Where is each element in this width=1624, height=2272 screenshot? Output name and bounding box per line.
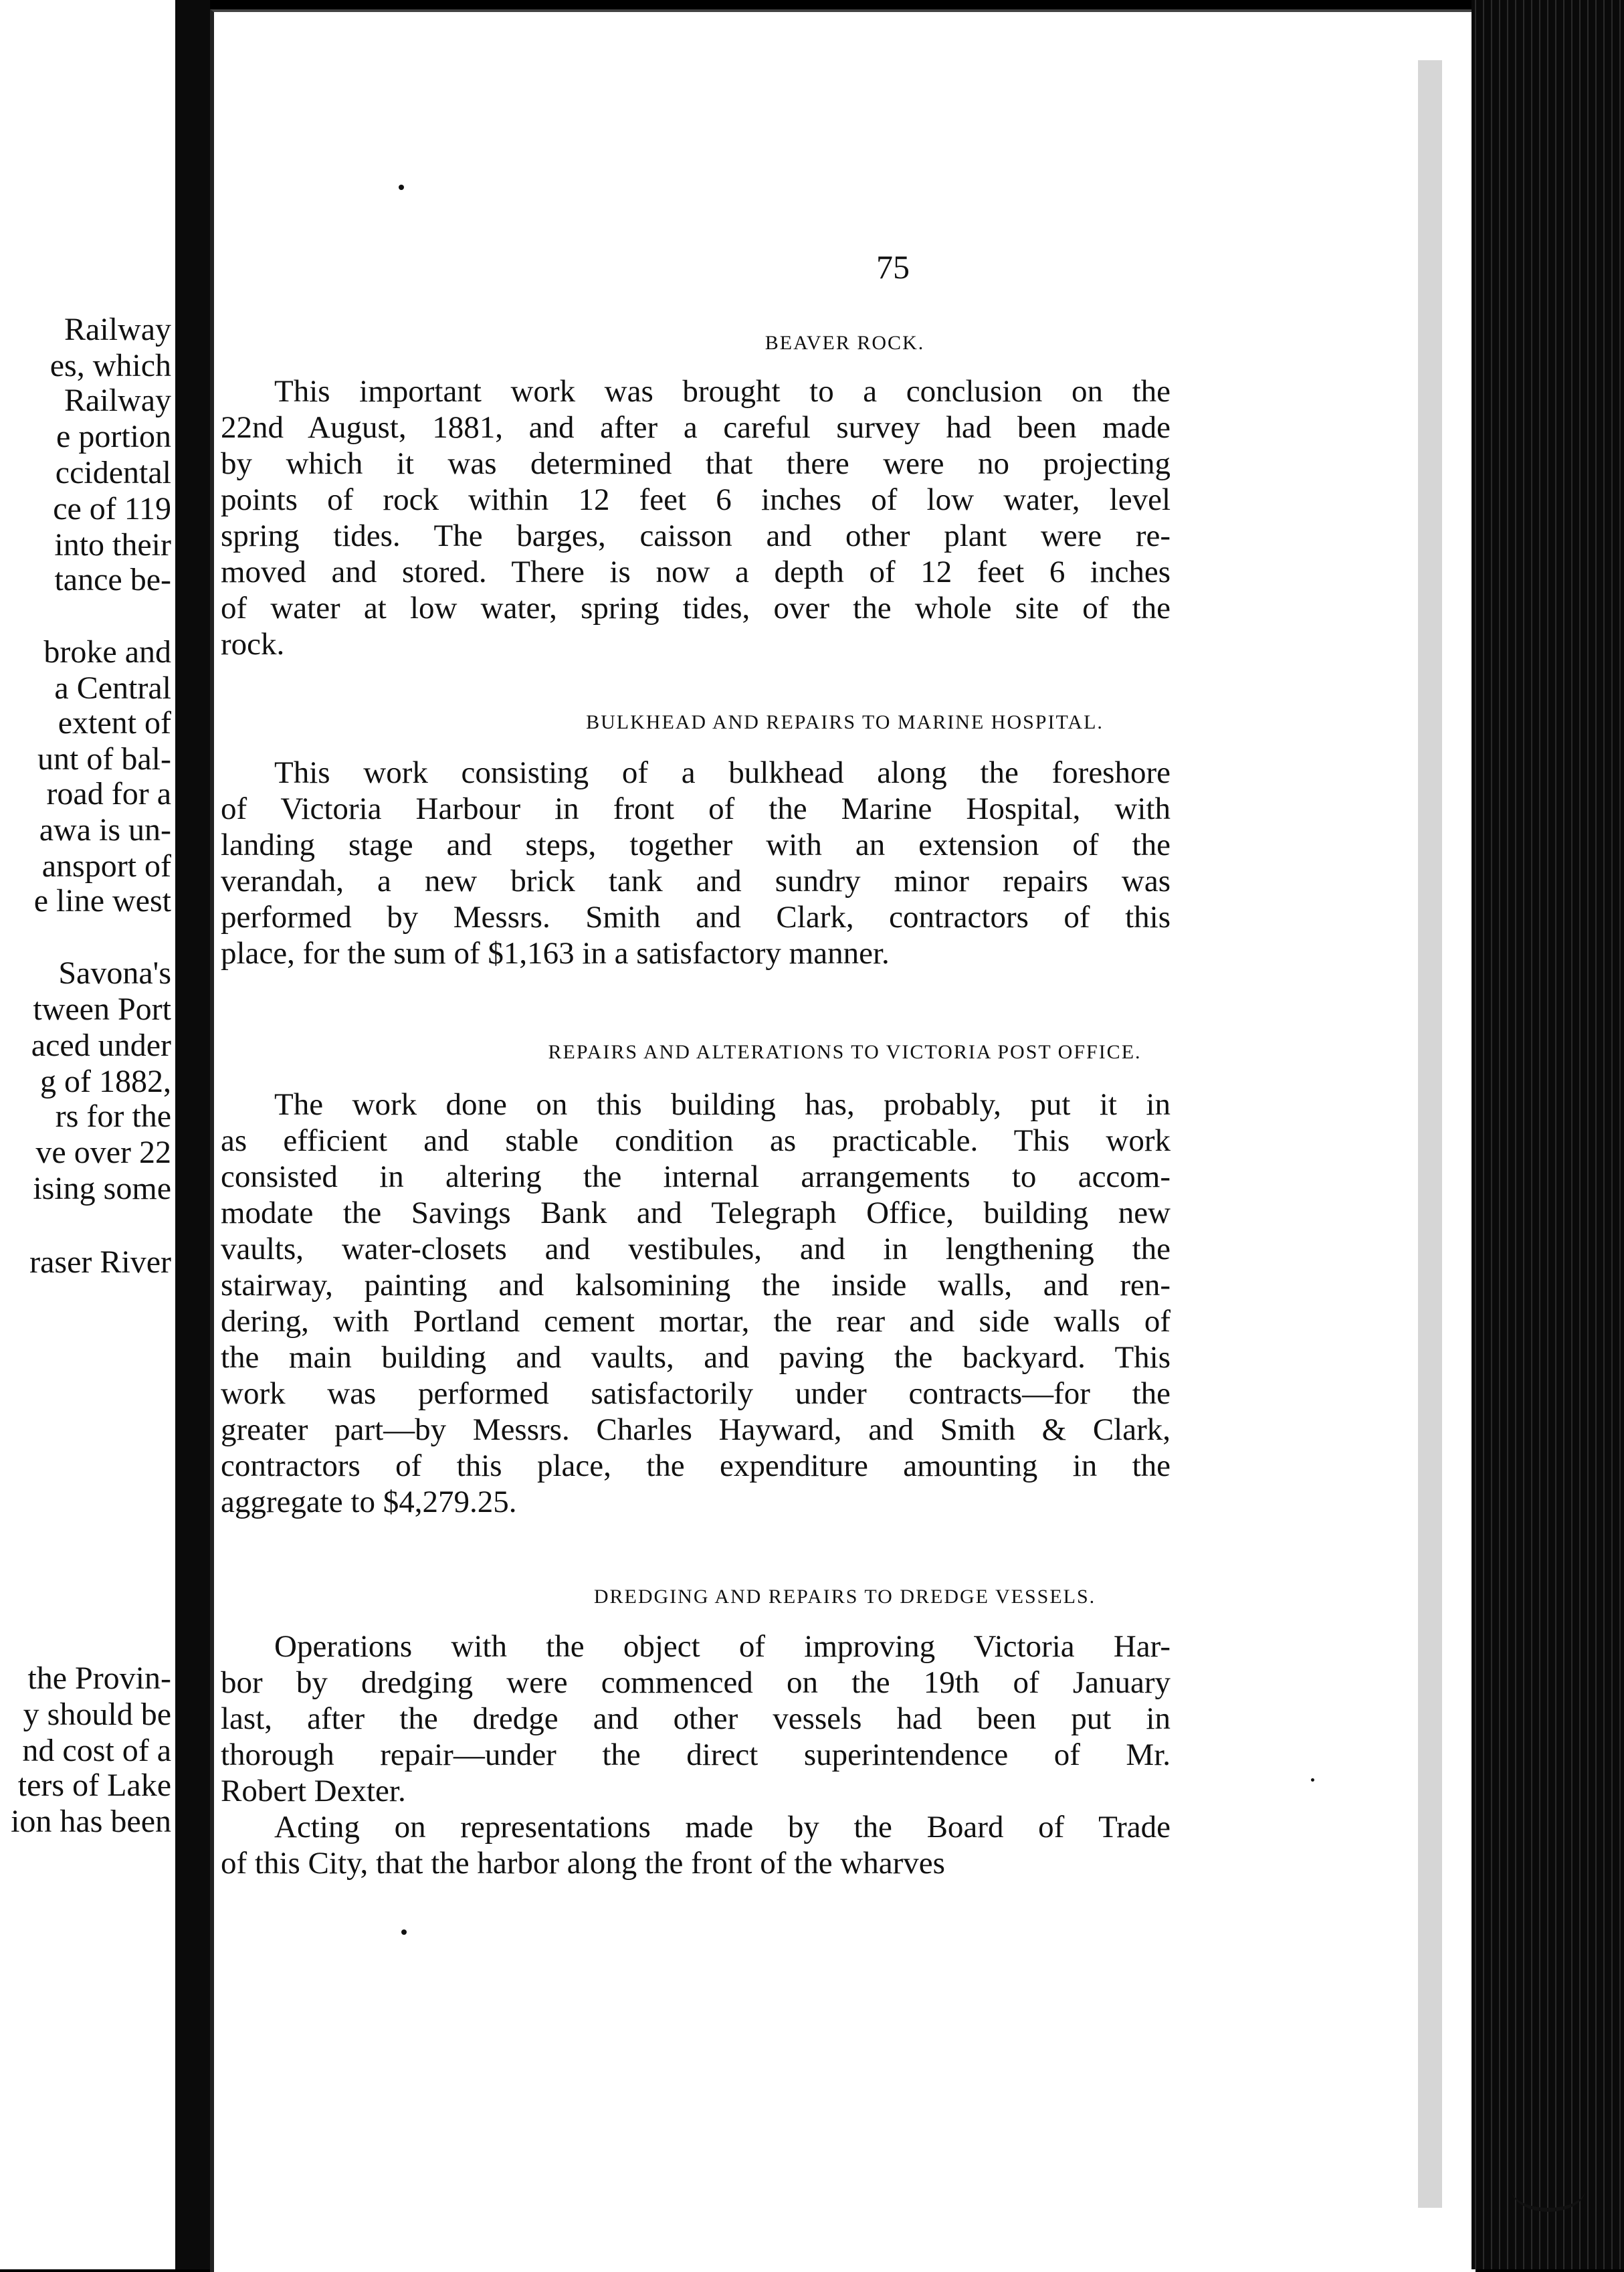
facing-page-line: tween Port bbox=[33, 991, 171, 1027]
ink-speck bbox=[1311, 1778, 1314, 1782]
facing-page-line: ters of Lake bbox=[17, 1768, 171, 1803]
text-line: of this City, that the harbor along the front of the wharves bbox=[221, 1846, 945, 1881]
facing-page-line: the Provin- bbox=[27, 1661, 171, 1696]
facing-page-line: ve over 22 bbox=[35, 1135, 171, 1170]
facing-page-line: awa is un- bbox=[39, 812, 171, 848]
document-page bbox=[210, 9, 1476, 2272]
text-line: vaults, water-closets and vestibules, and in lengthening the bbox=[221, 1232, 1171, 1266]
page-number: 75 bbox=[876, 248, 910, 286]
text-line: the main building and vaults, and paving the backyard. This bbox=[221, 1340, 1171, 1375]
text-line: points of rock within 12 feet 6 inches of low water, level bbox=[221, 482, 1171, 517]
paragraph-board-of-trade bbox=[221, 1809, 1171, 1881]
facing-page-line: raser River bbox=[29, 1244, 171, 1280]
text-line: moved and stored. There is now a depth of 12 feet 6 inches bbox=[221, 555, 1171, 589]
text-line: greater part—by Messrs. Charles Hayward, and Smith & Clark, bbox=[221, 1412, 1171, 1447]
facing-page-line: e portion bbox=[56, 419, 171, 454]
text-line: place, for the sum of $1,163 in a satisfactory manner. bbox=[221, 936, 890, 971]
facing-page-line: ansport of bbox=[41, 848, 171, 884]
book-gutter bbox=[175, 0, 210, 2269]
text-line: landing stage and steps, together with an extension of the bbox=[221, 828, 1171, 862]
facing-page-line: broke and bbox=[43, 634, 171, 670]
text-line: Operations with the object of improving Victoria Har- bbox=[274, 1629, 1171, 1664]
facing-page-line: nd cost of a bbox=[22, 1733, 171, 1768]
text-line: consisted in altering the internal arrangements to accom- bbox=[221, 1159, 1171, 1194]
paragraph-post-office bbox=[221, 1086, 1171, 1520]
text-line: aggregate to $4,279.25. bbox=[221, 1485, 517, 1519]
facing-page-line: into their bbox=[54, 527, 171, 563]
facing-page-line: ion has been bbox=[11, 1804, 171, 1839]
heading-marine-hospital: BULKHEAD AND REPAIRS TO MARINE HOSPITAL. bbox=[586, 711, 1104, 733]
facing-page-line: y should be bbox=[23, 1697, 171, 1732]
facing-page-line: ccidental bbox=[55, 455, 171, 490]
text-line: of Victoria Harbour in front of the Marine Hospital, with bbox=[221, 791, 1171, 826]
heading-beaver-rock: BEAVER ROCK. bbox=[765, 332, 925, 354]
text-line: The work done on this building has, probably, put it in bbox=[274, 1087, 1171, 1122]
heading-dredging: DREDGING AND REPAIRS TO DREDGE VESSELS. bbox=[593, 1586, 1096, 1608]
text-line: verandah, a new brick tank and sundry minor repairs was bbox=[221, 864, 1171, 898]
text-line: dering, with Portland cement mortar, the rear and side walls of bbox=[221, 1304, 1171, 1339]
facing-page-line: e line west bbox=[33, 883, 171, 919]
page-curl bbox=[1512, 2168, 1585, 2212]
text-line: stairway, painting and kalsomining the inside walls, and ren- bbox=[221, 1268, 1171, 1303]
text-line: spring tides. The barges, caisson and other plant were re- bbox=[221, 518, 1171, 553]
text-line: This work consisting of a bulkhead along the foreshore bbox=[274, 755, 1171, 790]
facing-page-line: g of 1882, bbox=[40, 1064, 171, 1099]
facing-page-line: Savona's bbox=[58, 955, 171, 991]
facing-page-line: Railway bbox=[64, 383, 171, 418]
text-line: contractors of this place, the expenditure amounting in the bbox=[221, 1448, 1171, 1483]
paragraph-beaver-rock bbox=[221, 373, 1171, 662]
ink-speck bbox=[399, 185, 404, 190]
text-line: rock. bbox=[221, 627, 285, 662]
facing-page-line: aced under bbox=[31, 1028, 171, 1063]
text-line: modate the Savings Bank and Telegraph Office, building new bbox=[221, 1196, 1171, 1230]
text-line: by which it was determined that there were no projecting bbox=[221, 446, 1171, 481]
facing-page-line: Railway bbox=[64, 312, 171, 347]
text-line: last, after the dredge and other vessels had been put in bbox=[221, 1701, 1171, 1736]
text-line: performed by Messrs. Smith and Clark, contractors of this bbox=[221, 900, 1171, 935]
facing-page-line: extent of bbox=[58, 705, 171, 741]
paragraph-marine-hospital bbox=[221, 755, 1171, 971]
facing-page-line: unt of bal- bbox=[37, 741, 171, 777]
heading-post-office: REPAIRS AND ALTERATIONS TO VICTORIA POST OFFICE. bbox=[548, 1041, 1142, 1063]
text-line: This important work was brought to a conclusion on the bbox=[274, 374, 1171, 409]
facing-page-line: es, which bbox=[49, 348, 171, 383]
page-edge-band bbox=[1418, 60, 1442, 2208]
facing-page-line: a Central bbox=[54, 670, 171, 706]
text-line: as efficient and stable condition as practicable. This work bbox=[221, 1123, 1171, 1158]
text-line: thorough repair—under the direct superintendence of Mr. bbox=[221, 1737, 1171, 1772]
ink-speck bbox=[401, 1929, 407, 1935]
facing-page-line: ce of 119 bbox=[53, 491, 171, 527]
text-line: bor by dredging were commenced on the 19th of January bbox=[221, 1665, 1171, 1700]
text-line: of water at low water, spring tides, over the whole site of the bbox=[221, 591, 1171, 626]
text-line: Acting on representations made by the Board of Trade bbox=[274, 1810, 1171, 1844]
text-line: 22nd August, 1881, and after a careful survey had been made bbox=[221, 410, 1171, 445]
facing-page-line: tance be- bbox=[54, 562, 171, 597]
text-line: work was performed satisfactorily under contracts—for the bbox=[221, 1376, 1171, 1411]
paragraph-dredging bbox=[221, 1628, 1171, 1809]
facing-page bbox=[0, 0, 175, 2269]
facing-page-line: road for a bbox=[46, 776, 171, 812]
facing-page-line: ising some bbox=[33, 1171, 171, 1206]
book-page-edges bbox=[1471, 0, 1624, 2269]
facing-page-line: rs for the bbox=[55, 1099, 171, 1134]
text-line: Robert Dexter. bbox=[221, 1774, 406, 1808]
